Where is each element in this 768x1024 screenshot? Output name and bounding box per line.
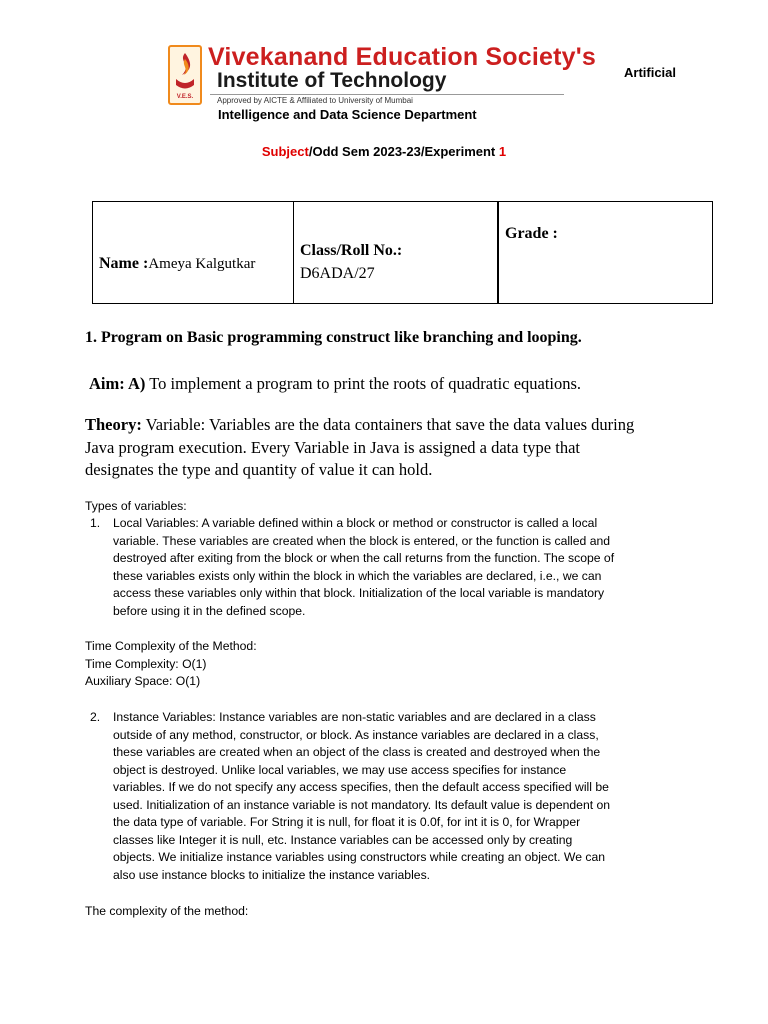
list-item-line: access these variables only within that block. Initialization of the local variable is mandatory — [113, 586, 605, 600]
institute-name: Institute of Technology — [217, 69, 447, 92]
theory-label: Theory: — [85, 415, 142, 434]
theory-line: Theory: Variable: Variables are the data containers that save the data values during — [85, 415, 635, 434]
institute-logo-icon — [168, 45, 202, 105]
time-complexity-line: Time Complexity: O(1) — [85, 656, 207, 671]
grade-label: Grade : — [505, 225, 558, 242]
list-item-line: Local Variables: A variable defined within a block or method or constructor is called a local — [113, 516, 598, 530]
class-roll-label: Class/Roll No.: — [300, 242, 403, 259]
semester-experiment-text: /Odd Sem 2023-23/Experiment — [308, 144, 499, 159]
list-item-line: objects. We initialize instance variables using constructors while creating an object. We can — [113, 850, 606, 864]
list-item-line: classes like Integer it is null, etc. Instance variables can be accessed only by creating — [113, 832, 573, 847]
experiment-number: 1 — [498, 144, 507, 159]
subject-label: Subject — [261, 144, 309, 159]
name-value: Ameya Kalgutkar — [148, 256, 256, 272]
types-heading: Types of variables: — [85, 499, 187, 513]
list-number: 2. — [90, 710, 101, 724]
time-complexity-line: Auxiliary Space: O(1) — [85, 674, 201, 688]
class-roll-value: D6ADA/27 — [300, 265, 375, 282]
aim-paragraph — [89, 374, 581, 394]
list-item-line: object is destroyed. Unlike local variables, we may use access specifies for instance — [113, 762, 567, 777]
student-info-table — [92, 201, 713, 304]
list-item-line: used. Initialization of an instance variable is not mandatory. Its default value is dependent on — [113, 797, 611, 812]
affiliation-text: Approved by AICTE & Affiliated to University of Mumbai — [217, 96, 413, 105]
aim-text: To implement a program to print the roots of quadratic equations. — [145, 374, 582, 393]
header-rule — [210, 94, 564, 95]
list-item-line: variable. These variables are created when the block is entered, or the function is called and — [113, 533, 611, 548]
list-item-line: outside of any method, constructor, or block. As instance variables are declared in a class, — [113, 727, 599, 742]
theory-line: Java program execution. Every Variable in Java is assigned a data type that — [85, 437, 580, 457]
name-label: Name : — [99, 255, 149, 272]
list-number: 1. — [90, 516, 101, 530]
list-item-line: before using it in the defined scope. — [113, 603, 306, 618]
class-roll-cell — [294, 202, 499, 304]
list-item-line: variables. If we do not specify any access specifies, then the default access specified will be — [113, 780, 609, 794]
aim-label: Aim: A) — [89, 374, 146, 393]
time-complexity-block — [85, 638, 257, 691]
experiment-heading: 1. Program on Basic programming construct like branching and looping. — [85, 329, 582, 346]
instance-variables-item — [85, 709, 695, 884]
time-complexity-line: Time Complexity of the Method: — [85, 639, 257, 653]
list-item-line: the data type of variable. For String it is null, for float it is 0.0f, for int it is 0, for Wrapper — [113, 815, 581, 829]
list-item-line: Instance Variables: Instance variables are non-static variables and are declared in a class — [113, 710, 596, 724]
list-item-line: these variables are created when an object of the class is created and destroyed when the — [113, 745, 601, 759]
complexity-heading: The complexity of the method: — [85, 904, 249, 918]
grade-cell — [498, 202, 713, 304]
department-text-part2: Intelligence and Data Science Department — [218, 107, 477, 122]
department-text-part1: Artificial — [624, 65, 677, 80]
list-item-line: these variables exists only within the block in which the variables are declared, i.e., we can — [113, 568, 602, 583]
name-cell — [93, 202, 294, 304]
local-variables-item — [85, 515, 695, 620]
org-name: Vivekanand Education Society's — [208, 43, 597, 71]
subject-line — [0, 144, 768, 159]
theory-paragraph — [85, 414, 705, 482]
theory-line: designates the type and quantity of value it can hold. — [85, 460, 433, 479]
list-item-line: destroyed after exiting from the block or when the call returns from the function. The scope of — [113, 551, 615, 565]
logo-text: V.E.S. — [176, 94, 194, 100]
list-item-line: also use instance blocks to initialize the instance variables. — [113, 867, 431, 882]
